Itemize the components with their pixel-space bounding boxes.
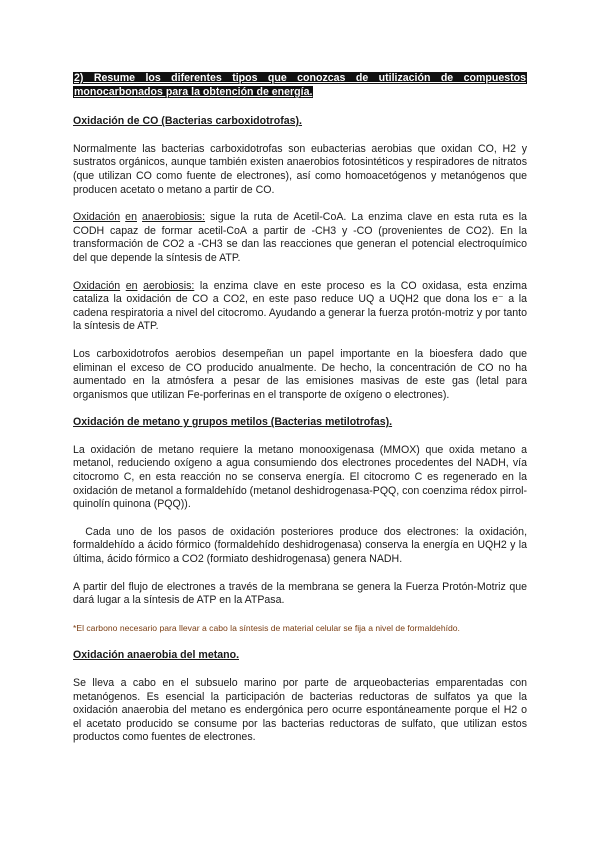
anaerobiosis-label-oxidacion: Oxidación	[73, 211, 121, 224]
section-anaerobic-heading: Oxidación anaerobia del metano.	[73, 649, 240, 662]
question-block	[73, 72, 527, 99]
section-co-anaerobiosis	[73, 211, 527, 265]
section-methane-note: *El carbono necesario para llevar a cabo la síntesis de material celular se fija a nivel de formaldehído.	[73, 622, 460, 633]
section-co-aerobiosis	[73, 280, 527, 334]
question-title: 2) Resume los diferentes tipos que conozcas de utilización de compuestos monocarbonados para la obtención de energía.	[74, 72, 526, 98]
anaerobiosis-label-term: anaerobiosis:	[142, 211, 206, 224]
section-methane-heading: Oxidación de metano y grupos metilos (Bacterias metilotrofas).	[73, 416, 393, 429]
aerobiosis-label-en: en	[125, 279, 138, 292]
section-methane-p1: La oxidación de metano requiere la metano monooxigenasa (MMOX) que oxida metano a metanol, reduciendo oxígeno a agua consumiendo dos electrones procedentes del NADH, vía citocromo C, en esta reacción no se conserva energía. El citocromo C es regenerado en la oxidación de metanol a formaldehído (metanol deshidrogenasa-PQQ, con coenzima rédox pirrol-quinolín quinona (PQQ)).	[73, 443, 528, 511]
section-methane-p3: A partir del flujo de electrones a través de la membrana se genera la Fuerza Protón-Motriz que dará lugar a la síntesis de ATP en la ATPasa.	[73, 580, 527, 607]
section-co-heading: Oxidación de CO (Bacterias carboxidotrofas).	[73, 115, 303, 128]
section-methane-p2: Cada uno de los pasos de oxidación posteriores produce dos electrones: la oxidación, formaldehído a ácido fórmico (formaldehído deshidrogenasa) conserva la energía en UQH2 y la última, ácido fórmico a CO2 (formiato deshidrogenasa) genera NADH.	[73, 525, 530, 566]
section-co-closing: Los carboxidotrofos aerobios desempeñan un papel importante en la bioesfera dado que eliminan el exceso de CO producido anualmente. De hecho, la concentración de CO no ha aumentado en la atmósfera a pesar de las emisiones masivas de este gas (letal para organismos que utilizan Fe-porferinas en el transporte de oxígeno o electrones).	[73, 347, 527, 401]
anaerobiosis-text: sigue la ruta de Acetil-CoA. La enzima clave en esta ruta es la CODH capaz de formar acetil-CoA a partir de -CH3 y -CO (provenientes de CO2). En la transformación de CO2 a -CH3 se dan las reacciones que generan el potencial electroquímico del que depende la síntesis de ATP.	[73, 211, 527, 264]
section-co-intro: Normalmente las bacterias carboxidotrofas son eubacterias aerobias que oxidan CO, H2 y sustratos orgánicos, aunque también existen anaerobios fotosintéticos y respiradores de nitratos (que utilizan CO como fuente de electrones), así como homoacetógenos y metanógenos que producen acetato o metano a partir de CO.	[73, 142, 527, 196]
aerobiosis-label-term: aerobiosis:	[143, 279, 195, 292]
section-anaerobic-p1: Se lleva a cabo en el subsuelo marino por parte de arqueobacterias emparentadas con metanógenos. Es esencial la participación de bacterias reductoras de sulfatos ya que la oxidación anaerobia del metano es endergónica pero ocurre espontáneamente porque el H2 o el acetato producido se consume por las bacterias reductoras de sulfato, que utilizan estos productos como fuentes de electrones.	[73, 677, 527, 744]
aerobiosis-text: la enzima clave en este proceso es la CO oxidasa, esta enzima cataliza la oxidación de CO a CO2, en este paso reduce UQ a UQH2 que dona los e⁻ a la cadena respiratoria a nivel del citocromo. Ayudando a generar la fuerza protón-motriz y por tanto la síntesis de ATP.	[73, 279, 527, 333]
anaerobiosis-label-en: en	[125, 211, 137, 224]
document-body	[73, 72, 530, 745]
aerobiosis-label-oxidacion: Oxidación	[73, 279, 121, 292]
